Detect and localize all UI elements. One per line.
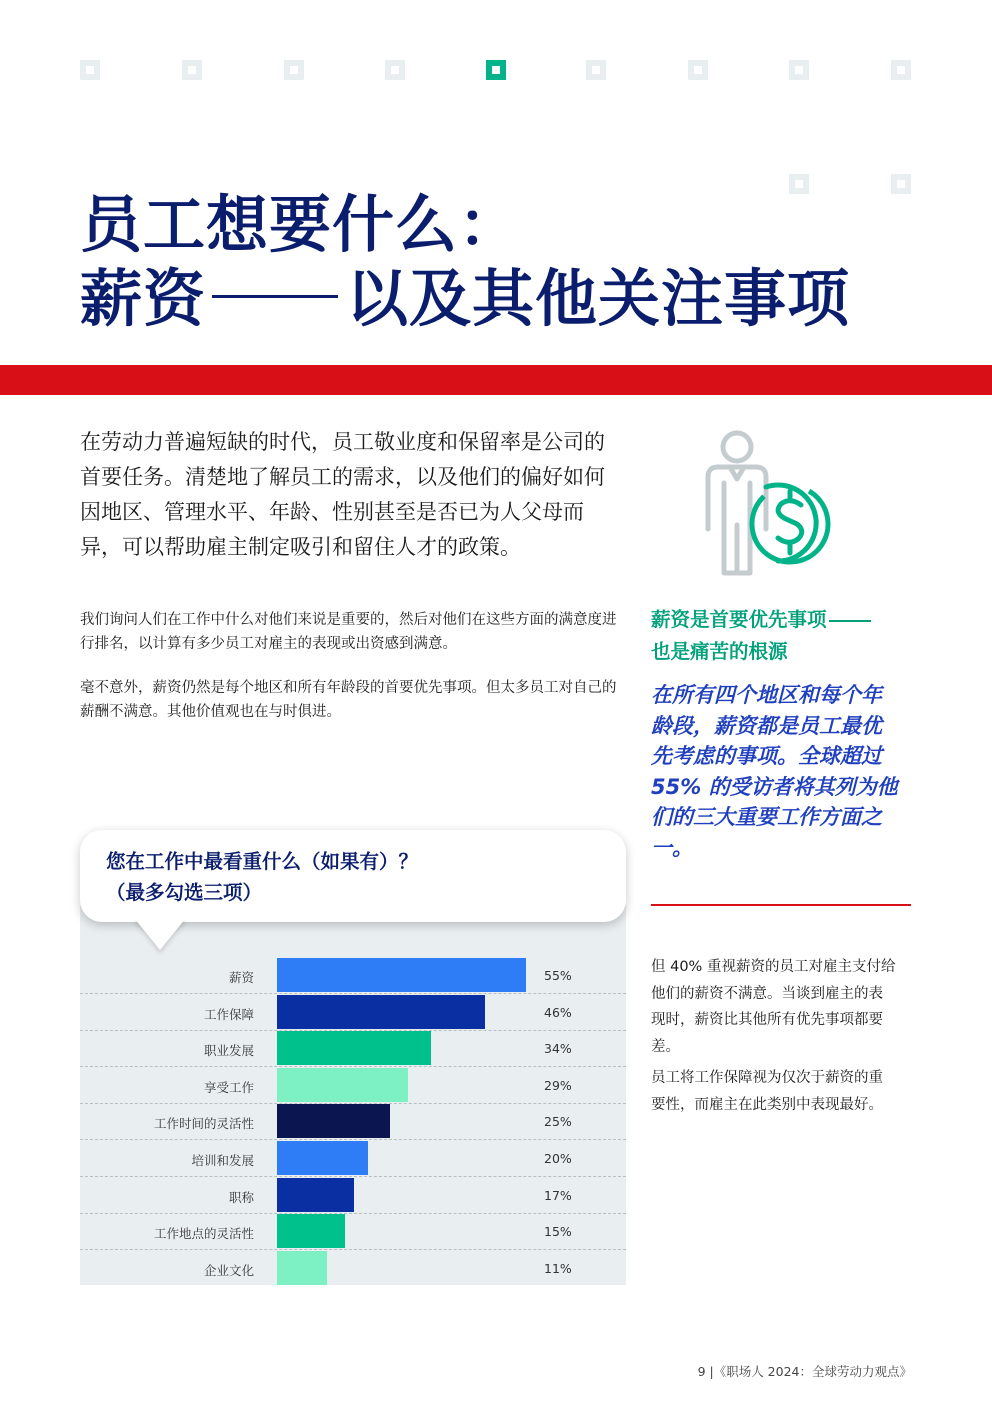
bar — [277, 958, 526, 992]
em-dash — [829, 620, 871, 622]
title-line-1: 员工想要什么： — [80, 188, 522, 261]
bar — [277, 995, 485, 1029]
decorative-dot — [385, 60, 405, 80]
row-separator — [80, 1249, 626, 1250]
sidebar-heading-line-1: 薪资是首要优先事项 — [651, 608, 827, 631]
bar — [277, 1178, 354, 1212]
bar-value-label: 20% — [544, 1151, 572, 1166]
sidebar-red-rule — [651, 904, 911, 906]
chart-title-line-1: 您在工作中最看重什么（如果有）？ — [106, 850, 419, 873]
title-line-2 — [80, 262, 940, 336]
sidebar-paragraph-1: 但 40% 重视薪资的员工对雇主支付给他们的薪资不满意。当谈到雇主的表现时，薪资比其他所有优先事项都要差。 — [651, 959, 896, 1055]
bar-category-label: 工作地点的灵活性 — [153, 1226, 254, 1242]
page-title — [80, 188, 940, 336]
sidebar-pull-quote: 在所有四个地区和每个年龄段，薪资都是员工最优先考虑的事项。全球超过 55% 的受访者将其列为他们的三大重要工作方面之一。 — [651, 683, 898, 860]
decorative-dot — [891, 60, 911, 80]
bar — [277, 1068, 408, 1102]
sidebar-heading-line-2: 也是痛苦的根源 — [651, 640, 788, 663]
chart-title — [106, 846, 606, 908]
speech-bubble-tail — [134, 918, 186, 950]
decorative-dot — [284, 60, 304, 80]
decorative-dot — [789, 60, 809, 80]
bar-category-label: 享受工作 — [203, 1079, 254, 1095]
bar-category-label: 薪资 — [228, 970, 254, 985]
bar — [277, 1214, 345, 1248]
decorative-dot — [80, 60, 100, 80]
page-footer: 9 |《职场人 2024：全球劳动力观点》 — [697, 1364, 912, 1379]
intro-paragraph-2: 毫不意外，薪资仍然是每个地区和所有年龄段的首要优先事项。但太多员工对自己的薪酬不满意。其他价值观也在与时俱进。 — [80, 680, 617, 720]
bar-value-label: 25% — [544, 1114, 572, 1130]
bar — [277, 1141, 368, 1175]
sidebar-heading — [651, 604, 921, 668]
red-divider-band — [0, 365, 992, 395]
em-dash — [212, 295, 338, 298]
bar-value-label: 55% — [544, 968, 572, 983]
bar-category-label: 企业文化 — [203, 1262, 254, 1278]
decorative-dot-active — [486, 60, 506, 80]
decorative-dot — [586, 60, 606, 80]
sidebar-paragraph-2: 员工将工作保障视为仅次于薪资的重要性，而雇主在此类别中表现最好。 — [651, 1070, 883, 1113]
bar-value-label: 29% — [544, 1077, 572, 1093]
row-separator — [80, 1213, 626, 1214]
bar-value-label: 11% — [544, 1260, 572, 1276]
bar-category-label: 工作保障 — [203, 1006, 254, 1022]
bar — [277, 1031, 431, 1065]
intro-paragraph-1: 我们询问人们在工作中什么对他们来说是重要的，然后对他们在这些方面的满意度进行排名，以计算有多少员工对雇主的表现或出资感到满意。 — [80, 612, 617, 652]
bar — [277, 1104, 390, 1138]
bar-category-label: 培训和发展 — [191, 1153, 254, 1168]
bar — [277, 1251, 327, 1285]
person-with-dollar-coin-icon — [700, 425, 855, 580]
bar-category-label: 职称 — [228, 1189, 254, 1205]
title-part-other: 以及其他关注事项 — [346, 262, 851, 335]
bar-value-label: 17% — [544, 1187, 572, 1203]
decorative-dot — [182, 60, 202, 80]
bar-value-label: 15% — [544, 1224, 572, 1240]
bar-value-label: 46% — [544, 1004, 572, 1020]
chart-title-line-2: （最多勾选三项） — [106, 881, 263, 904]
bar-category-label: 职业发展 — [203, 1043, 254, 1059]
intro-lead: 在劳动力普遍短缺的时代，员工敬业度和保留率是公司的首要任务。清楚地了解员工的需求，以及他们的偏好如何因地区、管理水平、年龄、性别甚至是否已为人父母而异，可以帮助雇主制定吸引和留住人才的政策。 — [80, 430, 605, 559]
title-part-salary: 薪资 — [80, 262, 207, 335]
bar-category-label: 工作时间的灵活性 — [153, 1116, 254, 1132]
decorative-dot — [688, 60, 708, 80]
bar-value-label: 34% — [544, 1041, 572, 1057]
